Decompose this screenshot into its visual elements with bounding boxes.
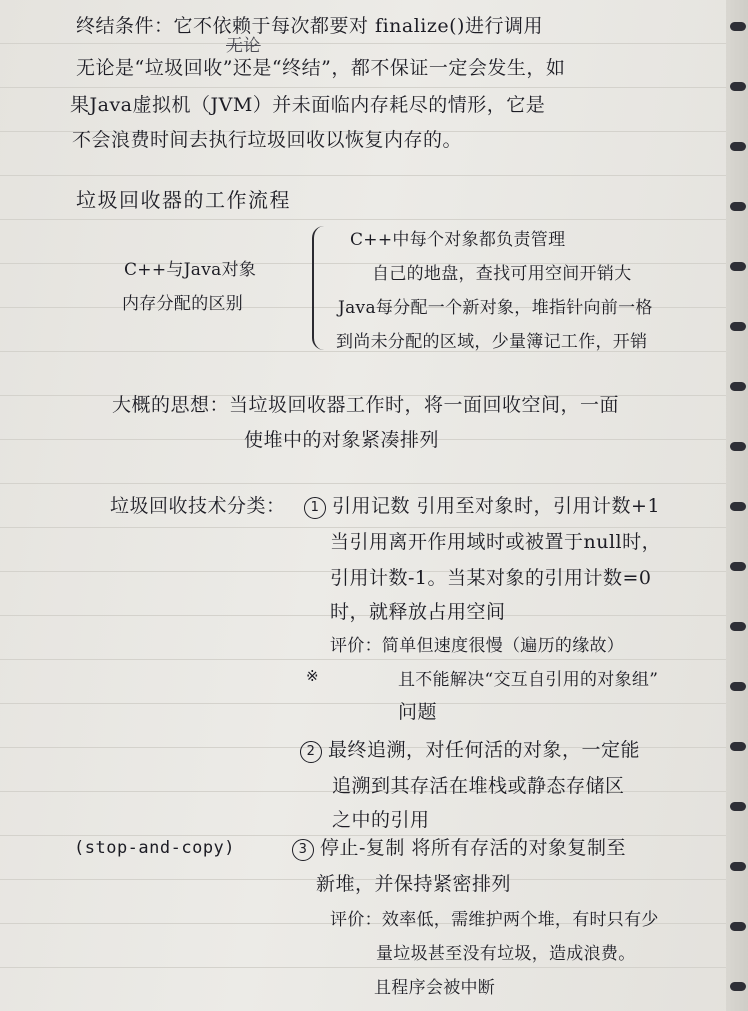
technique-3-line2: 新堆，并保持紧密排列: [316, 873, 512, 895]
binding-ring: [730, 742, 746, 751]
java-description-line2: 到尚未分配的区域，少量簿记工作，开销: [336, 332, 648, 352]
technique-1-line3: 引用计数-1。当某对象的引用计数=0: [330, 567, 652, 589]
technique-2-line3: 之中的引用: [332, 809, 430, 831]
circled-number-3: 3: [292, 839, 314, 861]
curly-brace: [312, 226, 328, 350]
notebook-spine: [726, 0, 748, 1011]
binding-ring: [730, 682, 746, 691]
binding-ring: [730, 802, 746, 811]
technique-1-eval3: 问题: [398, 701, 438, 723]
idea-line1: 大概的思想：当垃圾回收器工作时，将一面回收空间，一面: [112, 394, 620, 416]
technique-3-line1: 3 停止-复制 将所有存活的对象复制至: [292, 836, 626, 861]
binding-ring: [730, 22, 746, 31]
techniques-heading: 垃圾回收技术分类：: [110, 495, 286, 517]
cpp-description-line1: C++中每个对象都负责管理: [350, 230, 566, 250]
binding-ring: [730, 562, 746, 571]
java-description-line1: Java每分配一个新对象，堆指针向前一格: [338, 298, 653, 318]
binding-ring: [730, 202, 746, 211]
technique-3-eval3: 且程序会被中断: [374, 978, 496, 998]
technique-1-eval1: 评价：简单但速度很慢（遍历的缘故）: [330, 636, 625, 656]
binding-ring: [730, 382, 746, 391]
technique-1-eval2: 且不能解决“交互自引用的对象组”: [398, 670, 659, 690]
section-title: 垃圾回收器的工作流程: [76, 188, 291, 212]
cpp-description-line2: 自己的地盘，查找可用空间开销大: [372, 264, 632, 284]
binding-ring: [730, 922, 746, 931]
note-line-jvm: 果Java虚拟机（JVM）并未面临内存耗尽的情形，它是: [70, 94, 546, 116]
compare-label-line1: C++与Java对象: [124, 260, 257, 280]
binding-ring: [730, 82, 746, 91]
technique-2-line2: 追溯到其存活在堆栈或静态存储区: [332, 775, 625, 797]
technique-1-line2: 当引用离开作用域时或被置于null时，: [330, 531, 662, 553]
technique-3-tag: (stop-and-copy): [74, 838, 236, 858]
binding-ring: [730, 502, 746, 511]
technique-3-eval2: 量垃圾甚至没有垃圾，造成浪费。: [376, 944, 636, 964]
binding-ring: [730, 262, 746, 271]
technique-2-line1: 2 最终追溯，对任何活的对象，一定能: [300, 738, 640, 763]
important-mark: ※: [306, 667, 320, 685]
technique-1-line4: 时，就释放占用空间: [330, 601, 506, 623]
binding-ring: [730, 982, 746, 991]
technique-1-line1: 1 引用记数 引用至对象时，引用计数+1: [304, 494, 660, 519]
binding-ring: [730, 142, 746, 151]
binding-ring: [730, 442, 746, 451]
circled-number-1: 1: [304, 497, 326, 519]
note-line-no-waste: 不会浪费时间去执行垃圾回收以恢复内存的。: [72, 129, 463, 151]
binding-ring: [730, 622, 746, 631]
binding-ring: [730, 322, 746, 331]
circled-number-2: 2: [300, 741, 322, 763]
technique-3-eval1: 评价：效率低，需维护两个堆，有时只有少: [330, 910, 659, 930]
idea-line2: 使堆中的对象紧凑排列: [244, 429, 440, 451]
note-line-finalize: 终结条件：它不依赖于每次都要对 finalize()进行调用: [76, 15, 543, 37]
compare-label-line2: 内存分配的区别: [122, 294, 244, 314]
struck-out-text: 无论: [226, 36, 261, 56]
binding-ring: [730, 862, 746, 871]
note-line-gc-guarantee: 无论是“垃圾回收”还是“终结”，都不保证一定会发生，如: [76, 57, 566, 79]
